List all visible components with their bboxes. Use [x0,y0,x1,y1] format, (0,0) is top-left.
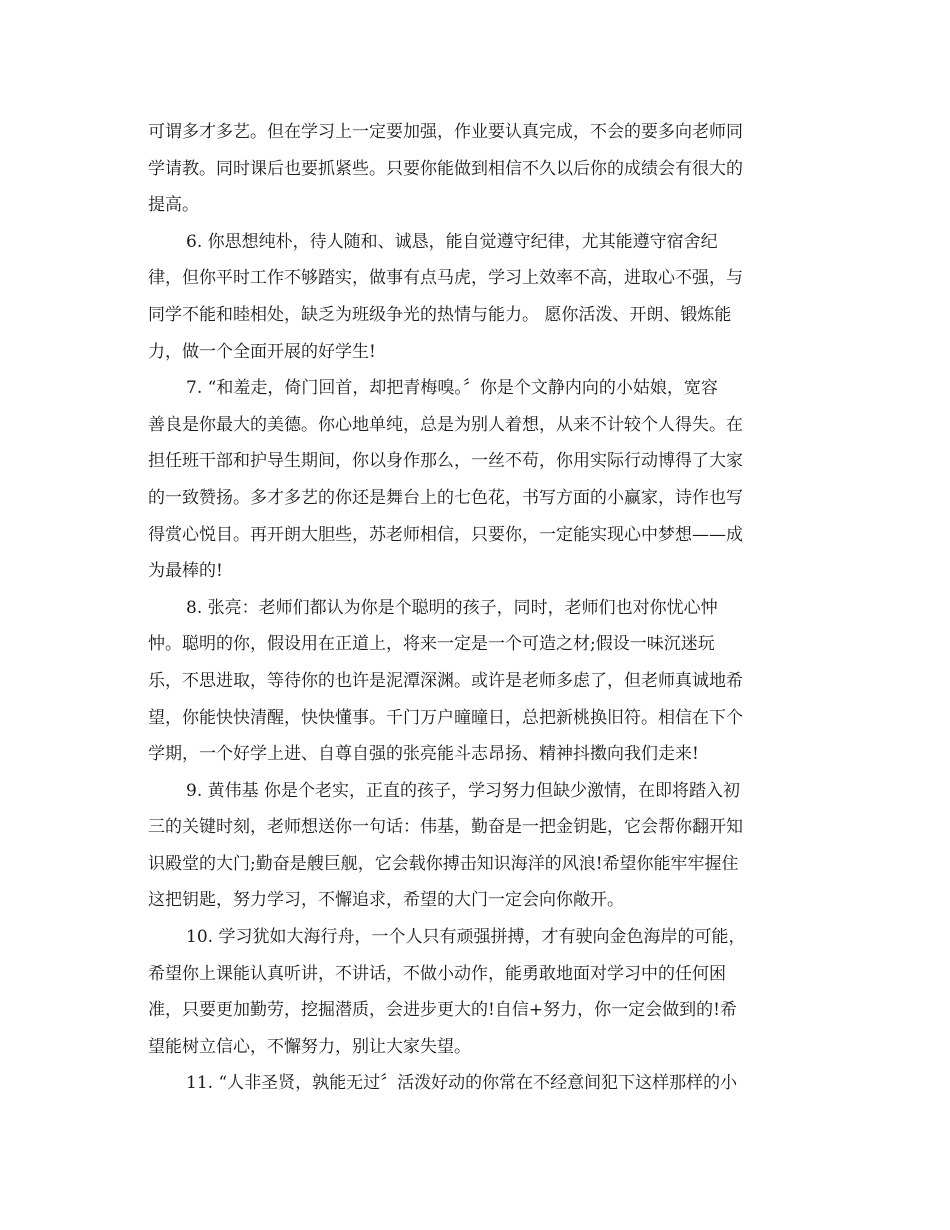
text-line: 望能树立信心，不懈努力，别让大家失望。 [148,1036,471,1057]
text-line: 希望你上课能认真听讲，不讲话，不做小动作，能勇敢地面对学习中的任何困 [148,963,726,984]
text-line: 可谓多才多艺。但在学习上一定要加强，作业要认真完成，不会的要多向老师同 [148,122,743,142]
paragraph-comment-6 [148,224,810,370]
text-line: 为最棒的! [148,561,223,582]
text-line: 乐，不思进取，等待你的也许是泥潭深渊。或许是老师多虑了，但老师真诚地希 [148,670,743,691]
paragraph-comment-8 [148,590,810,773]
text-line: 学请教。同时课后也要抓紧些。只要你能做到相信不久以后你的成绩会有很大的 [148,158,743,179]
text-line: 三的关键时刻，老师想送你一句话：伟基，勤奋是一把金钥匙，它会帮你翻开知 [148,817,743,838]
text-line: 11. “人非圣贤，孰能无过〞活泼好动的你常在不经意间犯下这样那样的小 [186,1073,738,1094]
text-line: 准，只要更加勤劳，挖掘潜质，会进步更大的!自信+努力，你一定会做到的!希 [148,1000,737,1021]
text-line: 忡。聪明的你，假设用在正道上，将来一定是一个可造之材;假设一味沉迷玩 [148,634,715,655]
text-line: 同学不能和睦相处，缺乏为班级争光的热情与能力。 愿你活泼、开朗、锻炼能 [148,304,732,325]
text-line: 的一致赞扬。多才多艺的你还是舞台上的七色花，书写方面的小赢家，诗作也写 [148,487,743,508]
document-body [148,114,810,1102]
paragraph-comment-7 [148,370,810,590]
text-line: 力，做一个全面开展的好学生! [148,341,376,362]
text-line: 识殿堂的大门;勤奋是艘巨舰，它会载你搏击知识海洋的风浪!希望你能牢牢握住 [148,853,739,874]
text-line: 提高。 [148,195,199,216]
text-line: 得赏心悦目。再开朗大胆些，苏老师相信，只要你，一定能实现心中梦想——成 [148,524,743,545]
text-line: 6. 你思想纯朴，待人随和、诚恳，能自觉遵守纪律，尤其能遵守宿舍纪 [186,231,718,252]
text-line: 7. “和羞走，倚门回首，却把青梅嗅。〞你是个文静内向的小姑娘，宽容 [186,378,718,399]
text-line: 律，但你平时工作不够踏实，做事有点马虎，学习上效率不高，进取心不强，与 [148,268,743,289]
text-line: 善良是你最大的美德。你心地单纯，总是为别人着想，从来不计较个人得失。在 [148,414,743,435]
text-line: 8. 张亮：老师们都认为你是个聪明的孩子，同时，老师们也对你忧心忡 [186,597,718,618]
text-line: 担任班干部和护导生期间，你以身作那么，一丝不苟，你用实际行动博得了大家 [148,451,743,472]
text-line: 望，你能快快清醒，快快懂事。千门万户曈曈日，总把新桃换旧符。相信在下个 [148,707,743,728]
paragraph-comment-10 [148,919,810,1065]
text-line: 10. 学习犹如大海行舟，一个人只有顽强拼搏，才有驶向金色海岸的可能， [186,927,746,948]
text-line: 9. 黄伟基 你是个老实，正直的孩子，学习努力但缺少激情，在即将踏入初 [186,780,741,801]
paragraph-comment-9 [148,773,810,919]
paragraph-continuation [148,114,810,224]
paragraph-comment-11 [148,1065,810,1102]
text-line: 这把钥匙，努力学习，不懈追求，希望的大门一定会向你敞开。 [148,890,624,911]
text-line: 学期，一个好学上进、自尊自强的张亮能斗志昂扬、精神抖擞向我们走来! [148,744,699,765]
